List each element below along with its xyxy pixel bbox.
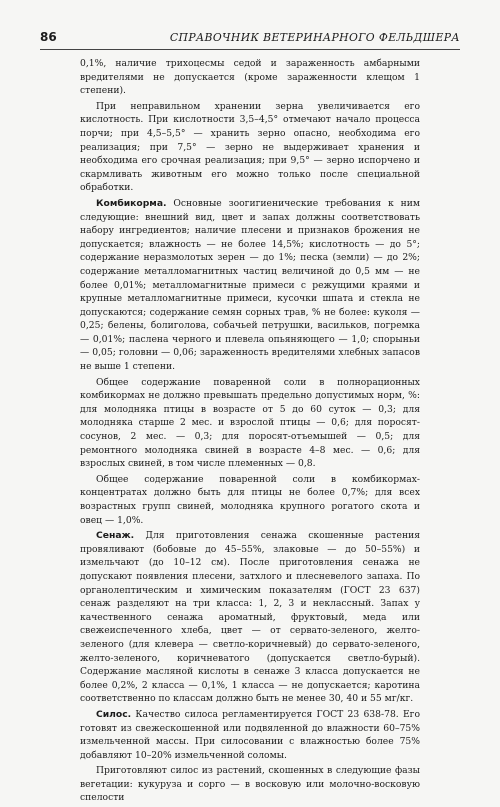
paragraph (80, 100, 420, 195)
section-term: Комбикорма. (96, 197, 167, 209)
paragraph-text: Для приготовления сенажа скошенные растения провяливают (бобовые до 45–55%, злаковые — до 50–55%) и измельчают (до 10–12 см). После приготовления сенажа не допускают появления плесени, затхлого и плесневелого запаха. По органолептическим и химическим показателям (ГОСТ 23 637) сенаж разделяют на три класса: 1, 2, 3 и неклассный. Запах у качественного сенажа ароматный, фруктовый, меда или свежеиспеченного хлеба, цвет — от сервато-зеленого, желто-зеленого (для клевера — светло-коричневый) до сервато-зеленого, желто-зеленого, коричневатого (допускается светло-бурый). Содержание масляной кислоты в сенаже 3 класса допускается не более 0,2%, 2 класса — 0,1%, 1 класса — не допускается; каротина соответственно по классам должно быть не менее 30, 40 и 55 мг/кг. (80, 530, 420, 705)
running-title: СПРАВОЧНИК ВЕТЕРИНАРНОГО ФЕЛЬДШЕРА (169, 31, 460, 44)
section-term: Силос. (96, 708, 132, 720)
paragraph (80, 764, 420, 805)
paragraph-text: Общее содержание поваренной соли в комбикормах-концентратах должно быть для птицы не более 0,7%; для всех возрастных групп свиней, молодняка крупного рогатого скота и овец — 1,0%. (80, 473, 420, 526)
paragraph-text: Приготовляют силос из растений, скошенных в следующие фазы вегетации: кукуруза и сорго — в восковую или молочно-восковую спелости (80, 765, 420, 804)
paragraph-text: Общее содержание поваренной соли в полнорационных комбикормах не должно превышать предельно допустимых норм, %: для молодняка птицы в возрасте от 5 до 60 суток — 0,3; для молодняка старше 2 мес. и взрослой птицы — 0,6; для поросят-сосунов, 2 мес. — 0,3; для поросят-отъемышей — 0,5; для ремонтного молодняка свиней в возрасте 4–8 мес. — 0,6; для взрослых свиней, в том числе племенных — 0,8. (80, 376, 420, 470)
paragraph-text: 0,1%, наличие трихоцесмы седой и зараженность амбарными вредителями не допускается (кроме зараженности клещом 1 степени). (80, 58, 420, 97)
paragraph (80, 57, 420, 98)
paragraph (80, 708, 420, 762)
page-number: 86 (40, 30, 57, 44)
paragraph (80, 473, 420, 527)
page-header (40, 27, 460, 50)
paragraph-text: При неправильном хранении зерна увеличивается его кислотность. При кислотности 3,5–4,5° отмечают начало процесса порчи; при 4,5–5,5° — хранить зерно опасно, необходима его реализация; при 7,5° — зерно не выдерживает хранения и необходима его срочная реализация; при 9,5° — зерно испорчено и скармливать животным его можно только после специальной обработки. (80, 100, 420, 194)
paragraph (80, 529, 420, 706)
paragraph (80, 197, 420, 374)
paragraph (80, 376, 420, 471)
paragraph-text: Основные зоогигиенические требования к ним следующие: внешний вид, цвет и запах должны соответствовать набору ингредиентов; наличие плесени и признаков брожения не допускается; влажность — не более 14,5%; кислотность — до 5°; содержание неразмолотых зерен — до 1%; песка (земли) — до 2%; содержание металломагнитных частиц величиной до 0,5 мм — не более 0,01%; металломагнитные примеси с режущими краями и крупные металломагнитные примеси, кусочки шпата и стекла не допускаются; содержание семян сорных трав, % не более: куколя — 0,25; белены, болиголова, собачьей петрушки, васильков, погремка— 0,01%; паслена черного и плевела опьяняющего — 1,0; спорыньи — 0,05; головни — 0,06; зараженность вредителями хлебных запасов не выше 1 степени. (80, 197, 420, 373)
body-text (80, 57, 420, 807)
section-term: Сенаж. (96, 530, 135, 542)
paragraph-text: Качество силоса регламентируется ГОСТ 23 638-78. Его готовят из свежескошенной или подвяленной до влажности 60–75% измельченной массы. При силосовании с влажностью более 75% добавляют 10–20% измельченной соломы. (80, 708, 420, 761)
